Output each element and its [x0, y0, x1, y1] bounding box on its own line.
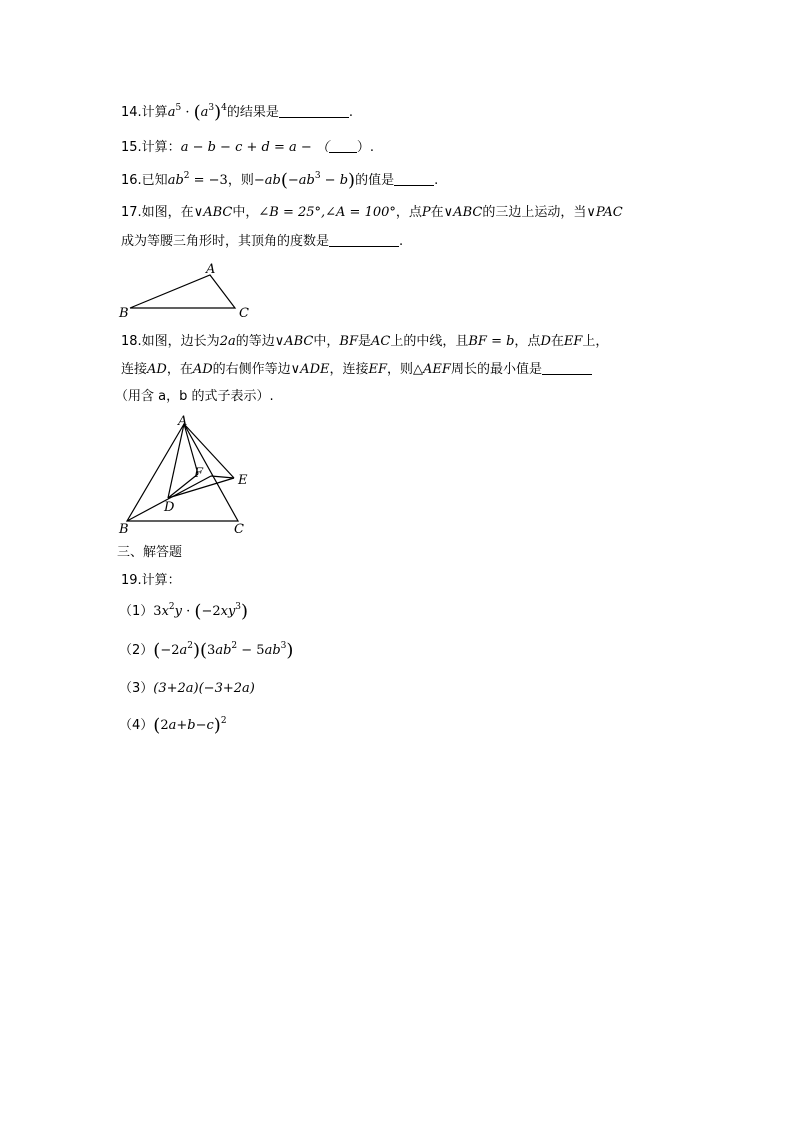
q16-answer-blank — [394, 171, 434, 186]
q19-item-3 — [119, 679, 255, 699]
q19-item-4 — [119, 716, 227, 736]
q17-prefix: 17.如图，在 — [121, 205, 194, 220]
question-14 — [121, 103, 353, 123]
triangle-abc — [127, 424, 238, 521]
q18-answer-blank — [542, 360, 592, 375]
q15-expr: a − b − c + d = a − （ — [180, 140, 329, 155]
q18-text: ，在 — [166, 362, 193, 377]
q19-item-1-number: （1） — [119, 604, 154, 619]
q17-text-4: 的三边上运动，当 — [482, 205, 587, 220]
q19-item-4-number: （4） — [119, 718, 154, 733]
figure-17-triangle — [110, 258, 270, 324]
triangle-abc-outline — [130, 275, 235, 308]
q18-text: 中， — [313, 334, 340, 349]
q18-triangle: ∨ABC — [274, 334, 314, 349]
q18-text: 的等边 — [235, 334, 275, 349]
q16-condition: $ab^2 = -3$ — [167, 171, 228, 188]
q16-expression: $-ab(-ab^3 - b)$ — [253, 170, 356, 191]
q18-text: 上的中线，且 — [390, 334, 469, 349]
q18-bf-eq-b: BF = b — [468, 334, 515, 349]
q18-text: 连接 — [121, 362, 148, 377]
question-18-line-1 — [121, 332, 608, 352]
q19-item-2 — [119, 641, 293, 661]
section-header: 三、解答题 — [117, 545, 183, 560]
q19-item-3-expr: (3+2a)(−3+2a) — [153, 681, 255, 696]
q18-text: ，则 — [387, 362, 414, 377]
q18-text: （用含 a，b 的式子表示）. — [115, 389, 274, 404]
q16-end: . — [434, 173, 439, 188]
q17-text-2: ，点 — [395, 205, 422, 220]
q19-item-1-expr: $3x^2y \cdot (-2xy^3)$ — [153, 601, 249, 622]
q18-ad: AD — [192, 362, 213, 377]
q16-then: ，则 — [227, 173, 254, 188]
q19-item-4-expr: $(2a+b-c)^2$ — [153, 715, 227, 736]
question-17-line-1 — [121, 203, 623, 223]
q17-end: . — [399, 234, 404, 249]
label-b: B — [119, 306, 129, 321]
q14-suffix: 的结果是 — [226, 105, 279, 120]
label-b: B — [119, 522, 129, 537]
label-c: C — [239, 306, 249, 321]
q18-text: ，点 — [514, 334, 541, 349]
q14-answer-blank — [279, 103, 349, 118]
q17-text-3: 在 — [430, 205, 444, 220]
q18-text: 的右侧作等边 — [212, 362, 291, 377]
figure-18-triangle — [110, 410, 260, 538]
q14-end: . — [348, 105, 354, 120]
q18-text: 是 — [357, 334, 371, 349]
label-a: A — [206, 262, 216, 277]
q14-math: $a^5 \cdot (a^3)^4$ — [167, 102, 227, 123]
label-e: E — [238, 473, 248, 488]
q17-triangle: ∨ABC — [193, 205, 233, 220]
q18-text: 18.如图，边长为 — [121, 334, 220, 349]
q18-text: ，连接 — [329, 362, 369, 377]
q18-point-d: D — [540, 334, 551, 349]
q18-ef: EF — [368, 362, 388, 377]
question-19-title: 19.计算： — [121, 573, 181, 588]
question-18-line-3 — [115, 387, 274, 407]
q14-prefix: 14.计算 — [121, 105, 168, 120]
q18-triangle-ade: ∨ADE — [290, 362, 330, 377]
q17-point-p: P — [421, 205, 431, 220]
q18-side: 2a — [219, 334, 236, 349]
q19-item-3-number: （3） — [119, 681, 154, 696]
q18-ad: AD — [147, 362, 167, 377]
label-c: C — [234, 522, 244, 537]
q15-answer-blank — [329, 138, 357, 153]
q18-bf: BF — [339, 334, 358, 349]
question-16 — [121, 171, 438, 191]
q15-end: ）. — [356, 140, 375, 155]
q18-ac: AC — [371, 334, 391, 349]
q17-text: 中， — [232, 205, 259, 220]
q17-answer-blank — [329, 232, 399, 247]
q16-suffix: 的值是 — [355, 173, 395, 188]
q19-item-2-number: （2） — [119, 643, 154, 658]
q19-item-2-expr: $(-2a^2)(3ab^2 - 5ab^3)$ — [153, 640, 294, 661]
q18-text: 在 — [550, 334, 564, 349]
q16-prefix: 16.已知 — [121, 173, 168, 188]
label-d: D — [164, 500, 175, 515]
question-17-line-2 — [121, 232, 403, 252]
q17-triangle-2: ∨ABC — [443, 205, 483, 220]
label-a: A — [178, 414, 188, 429]
q18-text: 上， — [582, 334, 609, 349]
question-15 — [121, 138, 374, 158]
q19-item-1 — [119, 602, 248, 622]
q15-prefix: 15.计算： — [121, 140, 181, 155]
q18-text: 周长的最小值是 — [450, 362, 542, 377]
question-18-line-2 — [121, 360, 592, 380]
q17-angles: ∠B = 25°,∠A = 100° — [258, 205, 396, 220]
label-f: F — [194, 466, 204, 481]
q17-triangle-pac: ∨PAC — [586, 205, 623, 220]
q17-line2-text: 成为等腰三角形时，其顶角的度数是 — [121, 234, 330, 249]
q18-ef: EF — [563, 334, 583, 349]
q18-triangle-aef: △AEF — [413, 362, 451, 377]
